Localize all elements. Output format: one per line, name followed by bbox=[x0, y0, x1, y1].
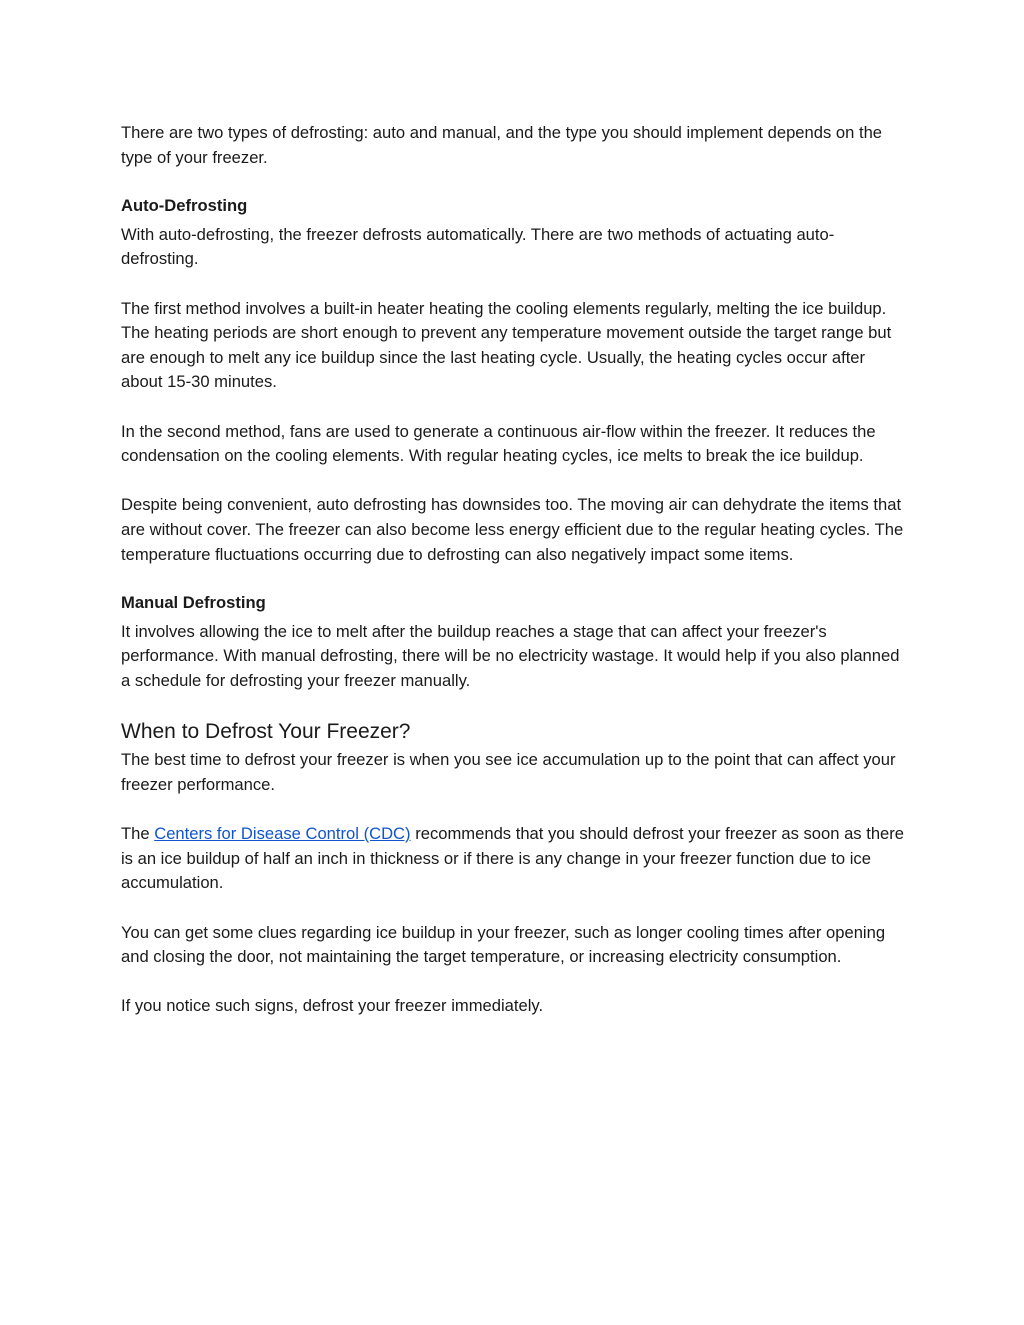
when-paragraph-2-start: The bbox=[121, 824, 155, 844]
auto-paragraph-2: The first method involves a built-in heater heating the cooling elements regularly, melting the ice buildup. The heating periods are short enough to prevent any temperature movement outside the target range but are enough to melt any ice buildup since the last heating cycle. Usually, the heating cycles occur after about 15-30 minutes. bbox=[121, 298, 892, 392]
when-paragraph-2-end: recommends that you should defrost your freezer as soon as there is an ice buildup of half an inch in thickness or if there is any change in your freezer function due to ice accumulation. bbox=[121, 824, 905, 893]
manual-defrosting-heading: Manual Defrosting bbox=[121, 593, 266, 613]
auto-paragraph-3: In the second method, fans are used to generate a continuous air-flow within the freezer. It reduces the condensation on the cooling elements. With regular heating cycles, ice melts to break the ice buildup. bbox=[121, 421, 876, 466]
when-to-defrost-heading: When to Defrost Your Freezer? bbox=[121, 720, 411, 744]
auto-defrosting-heading: Auto-Defrosting bbox=[121, 196, 248, 216]
document-page bbox=[121, 121, 911, 1019]
auto-paragraph-1: With auto-defrosting, the freezer defrosts automatically. There are two methods of actuating auto-defrosting. bbox=[121, 224, 835, 269]
auto-paragraph-4: Despite being convenient, auto defrosting has downsides too. The moving air can dehydrate the items that are without cover. The freezer can also become less energy efficient due to the regular heating cycles. The temperature fluctuations occurring due to defrosting can also negatively impact some items. bbox=[121, 495, 904, 564]
when-paragraph-3: You can get some clues regarding ice buildup in your freezer, such as longer cooling times after opening and closing the door, not maintaining the target temperature, or increasing electricity consumption. bbox=[121, 922, 886, 967]
when-paragraph-2 bbox=[121, 822, 911, 896]
cdc-link[interactable]: Centers for Disease Control (CDC) bbox=[154, 824, 411, 844]
when-paragraph-4: If you notice such signs, defrost your freezer immediately. bbox=[121, 996, 544, 1016]
when-paragraph-1: The best time to defrost your freezer is when you see ice accumulation up to the point that can affect your freezer performance. bbox=[121, 750, 896, 795]
intro-paragraph: There are two types of defrosting: auto and manual, and the type you should implement depends on the type of your freezer. bbox=[121, 123, 883, 167]
manual-paragraph: It involves allowing the ice to melt after the buildup reaches a stage that can affect your freezer's performance. With manual defrosting, there will be no electricity wastage. It would help if you also planned a schedule for defrosting your freezer manually. bbox=[121, 621, 900, 690]
